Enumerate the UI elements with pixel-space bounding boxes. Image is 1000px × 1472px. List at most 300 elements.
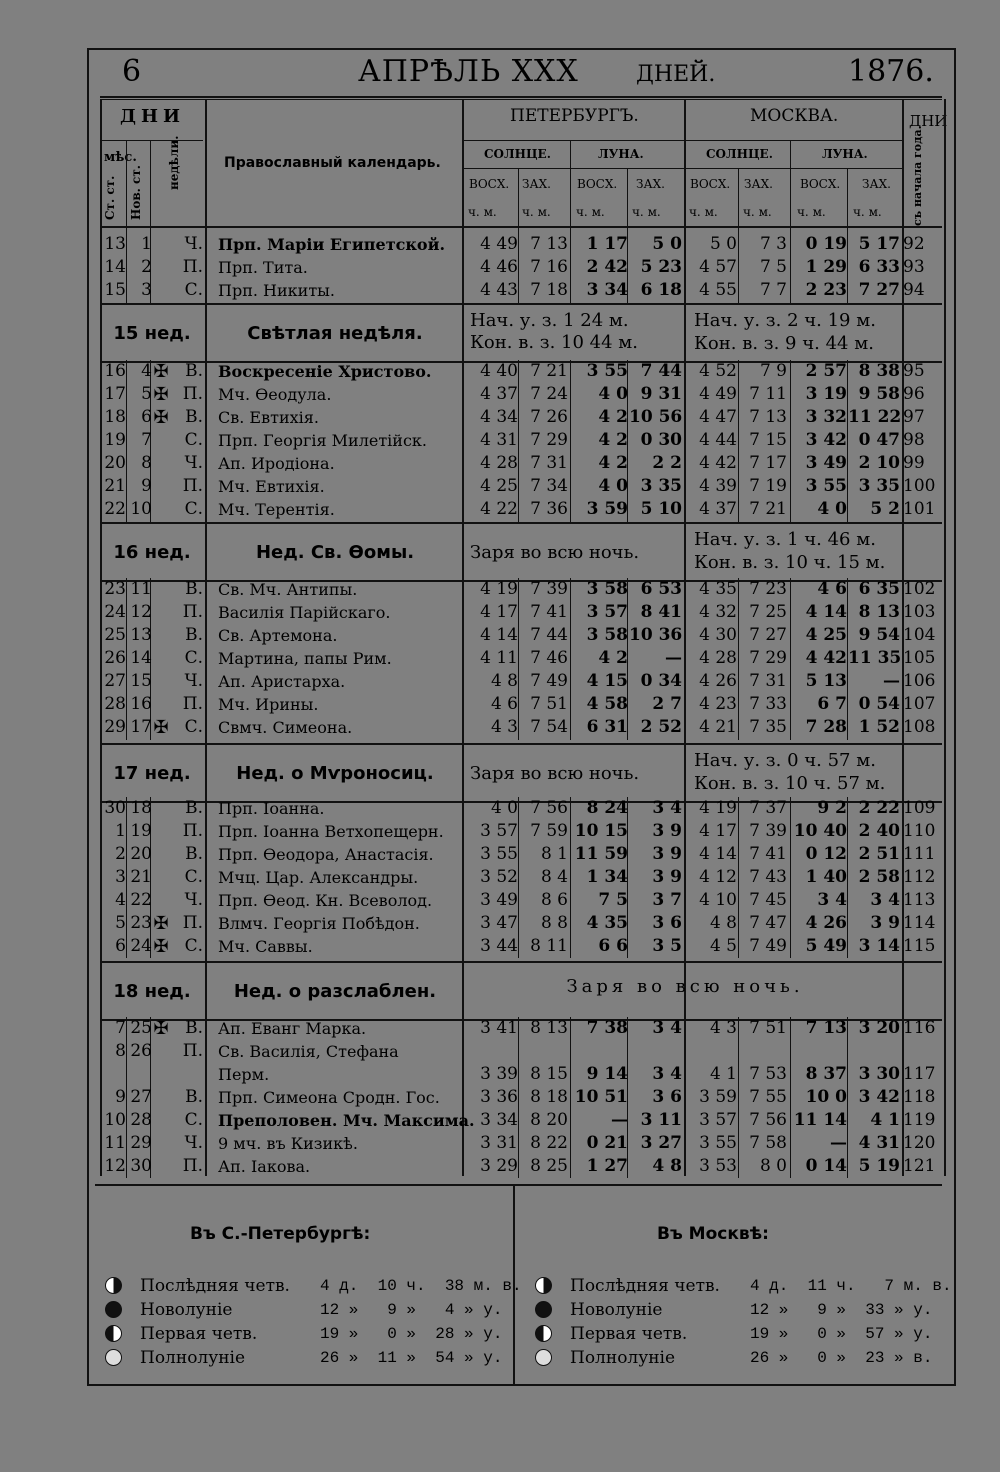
table-row	[0, 1017, 1000, 1040]
moon-time: —	[830, 1133, 847, 1153]
moon-time: 4 1	[870, 1110, 900, 1130]
sun-time: 3 59	[699, 1087, 737, 1107]
feast-cross-icon	[150, 866, 172, 889]
weekday: С.	[184, 1110, 203, 1130]
sun-time: 3 55	[699, 1133, 737, 1153]
moon-time: 2 10	[858, 453, 900, 473]
phase-name: Новолуніе	[140, 1300, 233, 1320]
moon-time: 1 52	[858, 717, 900, 737]
hm-header: ч. м.	[468, 205, 497, 219]
sun-time: 7 24	[530, 384, 568, 404]
old-style-header: Ст. ст.	[103, 175, 117, 220]
sun-time: 7 19	[749, 476, 787, 496]
sun-time	[519, 1040, 568, 1063]
moon-time: 4 6	[817, 579, 847, 599]
day-new-style: 11	[130, 579, 152, 599]
saint-name: Мчц. Цар. Александры.	[218, 868, 419, 887]
table-row	[0, 843, 1000, 866]
feast-cross-icon: ✠	[153, 936, 169, 957]
sun-time: 8 18	[530, 1087, 568, 1107]
sun-time: 3 49	[480, 890, 518, 910]
weekday: В.	[185, 361, 203, 381]
day-old-style: 7	[115, 1018, 126, 1038]
moon-time: 3 35	[858, 476, 900, 496]
moon-time: 3 55	[805, 476, 847, 496]
moon-time: 11 59	[574, 844, 628, 864]
day-new-style: 20	[130, 844, 152, 864]
twilight-note-msk: Нач. у. з. 1 ч. 46 м.	[694, 529, 876, 550]
sun-time: 8 1	[540, 844, 568, 864]
day-old-style: 29	[104, 717, 126, 737]
day-of-year: 106	[903, 671, 936, 691]
sun-time: 4 14	[699, 844, 737, 864]
moon-time: 2 2	[652, 453, 682, 473]
day-of-year: 97	[903, 407, 925, 427]
sun-time: 4 30	[699, 625, 737, 645]
sun-time: 7 5	[759, 257, 787, 277]
day-old-style: 18	[104, 407, 126, 427]
day-new-style: 9	[141, 476, 152, 496]
saint-name: Мартина, папы Рим.	[218, 649, 392, 668]
sun-time: 4 32	[699, 602, 737, 622]
day-new-style: 29	[130, 1133, 152, 1153]
table-row	[0, 866, 1000, 889]
saint-name: Прп. Симеона Сродн. Гос.	[218, 1088, 440, 1107]
sun-time: 7 56	[530, 798, 568, 818]
moon-time: 7 44	[640, 361, 682, 381]
moon-time: 7 27	[858, 280, 900, 300]
moon-time: 8 37	[805, 1064, 847, 1084]
sun-time: 7 36	[530, 499, 568, 519]
day-new-style: 1	[141, 234, 152, 254]
sun-time: 4 14	[480, 625, 518, 645]
vertical-rule	[126, 140, 127, 226]
saint-name: Прп. Георгія Милетійск.	[218, 431, 428, 450]
week-label: 16 нед.	[113, 542, 191, 563]
feast-cross-icon	[150, 624, 172, 647]
page-number: 6	[122, 54, 142, 89]
feast-cross-icon	[150, 1040, 172, 1063]
table-row	[0, 360, 1000, 383]
moon-time: 3 27	[640, 1133, 682, 1153]
moon-time: 5 2	[870, 499, 900, 519]
weekday: В.	[185, 1087, 203, 1107]
day-of-year: 109	[903, 798, 936, 818]
moon-time: 9 14	[586, 1064, 628, 1084]
day-old-style: 8	[115, 1041, 126, 1061]
sun-time: 3 57	[480, 821, 518, 841]
week-name: Нед. Св. Ѳомы.	[255, 542, 415, 563]
sun-time: 8 4	[540, 867, 568, 887]
table-row	[0, 256, 1000, 279]
horizontal-rule	[462, 140, 902, 141]
calendar-header: Православный календарь.	[224, 155, 441, 171]
sun-time: 7 51	[530, 694, 568, 714]
day-of-year: 94	[903, 280, 925, 300]
feast-cross-icon	[150, 452, 172, 475]
hm-header: ч. м.	[853, 205, 882, 219]
sun-time: 4 0	[490, 798, 518, 818]
day-of-year: 104	[903, 625, 936, 645]
day-new-style: 15	[130, 671, 152, 691]
twilight-note-msk: Кон. в. з. 10 ч. 57 м.	[694, 773, 886, 794]
phase-time: 19 » 0 » 57 » у.	[750, 1325, 933, 1343]
sun-time: 7 46	[530, 648, 568, 668]
moon-time: 2 23	[805, 280, 847, 300]
day-old-style: 30	[104, 798, 126, 818]
table-row	[0, 578, 1000, 601]
phase-name: Послѣдняя четв.	[140, 1276, 290, 1296]
table-row	[0, 475, 1000, 498]
weekday: Ч.	[184, 453, 203, 473]
day-new-style: 13	[130, 625, 152, 645]
day-old-style: 25	[104, 625, 126, 645]
msk-sun-set-header: ЗАХ.	[744, 177, 773, 191]
moon-time: 3 49	[805, 453, 847, 473]
sun-time: 8 8	[540, 913, 568, 933]
sun-time: 4 17	[699, 821, 737, 841]
feast-cross-icon	[150, 1086, 172, 1109]
week-name: Нед. о разслаблен.	[233, 981, 437, 1002]
day-of-year: 111	[903, 844, 936, 864]
day-old-style: 23	[104, 579, 126, 599]
sun-time: 7 31	[749, 671, 787, 691]
horizontal-rule	[95, 1184, 942, 1186]
moon-time: 4 8	[652, 1156, 682, 1176]
weekday: П.	[182, 384, 203, 404]
msk-moon-rise-header: ВОСХ.	[800, 177, 841, 191]
horizontal-rule	[100, 99, 942, 100]
day-of-year: 92	[903, 234, 925, 254]
day-old-style: 3	[115, 867, 126, 887]
moon-time: 3 4	[652, 1018, 682, 1038]
moon-time: 9 58	[858, 384, 900, 404]
sun-time: 7 18	[530, 280, 568, 300]
moon-time: 6 33	[858, 257, 900, 277]
sun-time: 4 46	[480, 257, 518, 277]
moon-time: 3 5	[652, 936, 682, 956]
vertical-rule	[150, 140, 151, 226]
phase-time: 12 » 9 » 4 » у.	[320, 1301, 503, 1319]
moon-time	[848, 1040, 900, 1063]
saint-name: Прп. Ѳеодора, Анастасія.	[218, 845, 434, 864]
moon-time: 10 40	[793, 821, 847, 841]
day-new-style: 18	[130, 798, 152, 818]
sun-time: 7 56	[749, 1110, 787, 1130]
table-row	[0, 406, 1000, 429]
phase-name: Первая четв.	[140, 1324, 258, 1344]
table-row	[0, 383, 1000, 406]
phase-name: Новолуніе	[570, 1300, 663, 1320]
full-moon-icon	[105, 1349, 122, 1366]
vertical-rule	[570, 140, 571, 226]
sun-time: 3 31	[480, 1133, 518, 1153]
sun-time: 7 16	[530, 257, 568, 277]
feast-cross-icon	[150, 475, 172, 498]
moon-time: 3 7	[652, 890, 682, 910]
week-label: 15 нед.	[113, 323, 191, 344]
sun-time: 7 55	[749, 1087, 787, 1107]
moon-time: 8 38	[858, 361, 900, 381]
day-new-style: 10	[130, 499, 152, 519]
moon-time: 3 9	[652, 867, 682, 887]
sun-time: 3 29	[480, 1156, 518, 1176]
sun-time: 7 34	[530, 476, 568, 496]
day-of-year: 119	[903, 1110, 936, 1130]
day-old-style: 22	[104, 499, 126, 519]
new-style-header: Нов. ст.	[129, 165, 143, 220]
moon-time: 10 51	[574, 1087, 628, 1107]
sun-time: 4 49	[480, 234, 518, 254]
moon-time: 3 34	[586, 280, 628, 300]
feast-cross-icon	[150, 647, 172, 670]
day-of-year: 99	[903, 453, 925, 473]
table-row	[0, 1132, 1000, 1155]
day-of-year: 115	[903, 936, 936, 956]
vertical-rule	[518, 168, 519, 226]
weekday: П.	[182, 1041, 203, 1061]
sun-time: 4 31	[480, 430, 518, 450]
day-of-year: 113	[903, 890, 936, 910]
day-of-year: 108	[903, 717, 936, 737]
table-row	[0, 624, 1000, 647]
weekday: П.	[182, 1156, 203, 1176]
vertical-rule	[627, 168, 628, 226]
day-old-style: 27	[104, 671, 126, 691]
day-old-style: 1	[115, 821, 126, 841]
feast-cross-icon: ✠	[153, 361, 169, 382]
table-row	[0, 647, 1000, 670]
hm-header: ч. м.	[576, 205, 605, 219]
sun-time: 8 15	[530, 1064, 568, 1084]
week-label: 17 нед.	[113, 763, 191, 784]
day-of-year: 96	[903, 384, 925, 404]
weekday: В.	[185, 579, 203, 599]
moon-time: 1 27	[586, 1156, 628, 1176]
moon-time: 3 9	[652, 844, 682, 864]
sun-time: 3 34	[480, 1110, 518, 1130]
moon-time	[629, 1040, 682, 1063]
day-of-year: 112	[903, 867, 936, 887]
moon-time	[789, 1040, 847, 1063]
moon-time: 3 30	[858, 1064, 900, 1084]
day-new-style: 27	[130, 1087, 152, 1107]
day-of-year: 116	[903, 1018, 936, 1038]
day-of-year: 121	[903, 1156, 936, 1176]
day-old-style: 16	[104, 361, 126, 381]
moon-time: 10 0	[805, 1087, 847, 1107]
day-of-year: 102	[903, 579, 936, 599]
feast-cross-icon	[150, 1132, 172, 1155]
sun-time: 4 37	[480, 384, 518, 404]
sun-time: 3 52	[480, 867, 518, 887]
week-name: Свѣтлая недѣля.	[247, 323, 423, 344]
table-row	[0, 912, 1000, 935]
saint-name: Св. Артемона.	[218, 626, 338, 645]
moon-time: 3 4	[652, 1064, 682, 1084]
vertical-rule	[738, 168, 739, 226]
twilight-note-spb: Заря во всю ночь.	[470, 763, 640, 784]
sun-time	[466, 1040, 518, 1063]
week-block	[0, 524, 1000, 580]
day-of-year: 98	[903, 430, 925, 450]
sun-time: 7 17	[749, 453, 787, 473]
day-new-style: 2	[141, 257, 152, 277]
feast-cross-icon: ✠	[153, 913, 169, 934]
msk-header: МОСКВА.	[750, 106, 839, 126]
sun-time: 4 6	[490, 694, 518, 714]
saint-name: Мч. Терентія.	[218, 500, 335, 519]
spb-sun-header: СОЛНЦЕ.	[484, 147, 551, 161]
moon-time: 0 30	[640, 430, 682, 450]
moon-time: 3 58	[586, 625, 628, 645]
weekday: С.	[184, 867, 203, 887]
sun-time: 7 41	[530, 602, 568, 622]
day-of-year: 95	[903, 361, 925, 381]
moon-time: 1 40	[805, 867, 847, 887]
day-old-style: 21	[104, 476, 126, 496]
moon-time: 5 10	[640, 499, 682, 519]
saint-name: Ап. Аристарха.	[218, 672, 346, 691]
sun-time: 7 54	[530, 717, 568, 737]
moon-time: 6 31	[586, 717, 628, 737]
day-new-style: 21	[130, 867, 152, 887]
moon-time: 4 2	[598, 648, 628, 668]
moon-time: 3 57	[586, 602, 628, 622]
sun-time: 4 42	[699, 453, 737, 473]
day-of-year: 103	[903, 602, 936, 622]
moon-time: 8 24	[586, 798, 628, 818]
sun-time: 4 55	[699, 280, 737, 300]
day-old-style: 24	[104, 602, 126, 622]
page-header	[100, 50, 940, 96]
day-of-year: 110	[903, 821, 936, 841]
weekday-header: недѣли.	[167, 135, 181, 190]
sun-time: 4 28	[699, 648, 737, 668]
moon-time: 3 19	[805, 384, 847, 404]
sun-time: 7 39	[749, 821, 787, 841]
saint-name: Прп. Іоанна Ветхопещерн.	[218, 822, 444, 841]
moon-time: 3 20	[858, 1018, 900, 1038]
weekday: В.	[185, 798, 203, 818]
sun-time: 4 11	[480, 648, 518, 668]
sun-time: 3 53	[699, 1156, 737, 1176]
sun-time: 3 36	[480, 1087, 518, 1107]
feast-cross-icon: ✠	[153, 407, 169, 428]
spb-phases-title: Въ С.-Петербургѣ:	[190, 1224, 371, 1244]
sun-time: 4 47	[699, 407, 737, 427]
day-new-style: 8	[141, 453, 152, 473]
sun-time: 4 28	[480, 453, 518, 473]
twilight-note-spb: Заря во всю ночь.	[470, 542, 640, 563]
msk-moon-header: ЛУНА.	[822, 147, 868, 161]
day-old-style: 20	[104, 453, 126, 473]
sun-time: 5 0	[709, 234, 737, 254]
phase-time: 26 » 0 » 23 » в.	[750, 1349, 933, 1367]
moon-time: 9 54	[858, 625, 900, 645]
phase-name: Полнолуніе	[570, 1348, 676, 1368]
saint-name: Ап. Еванг Марка.	[218, 1019, 367, 1038]
sun-time: 8 6	[540, 890, 568, 910]
moon-time: 4 0	[598, 476, 628, 496]
hm-header: ч. м.	[522, 205, 551, 219]
sun-time: 4 22	[480, 499, 518, 519]
moon-time: 10 15	[574, 821, 628, 841]
horizontal-rule	[100, 96, 942, 98]
feast-cross-icon	[150, 498, 172, 521]
weekday: П.	[182, 821, 203, 841]
moon-time: 4 2	[598, 430, 628, 450]
sun-time	[738, 1040, 787, 1063]
moon-time: 4 2	[598, 453, 628, 473]
msk-sun-header: СОЛНЦЕ.	[706, 147, 773, 161]
feast-cross-icon: ✠	[153, 384, 169, 405]
moon-time: 6 6	[598, 936, 628, 956]
weekday: В.	[185, 1018, 203, 1038]
moon-time: 3 11	[640, 1110, 682, 1130]
feast-cross-icon	[150, 820, 172, 843]
sun-time: 3 44	[480, 936, 518, 956]
moon-time: 3 42	[858, 1087, 900, 1107]
spb-header: ПЕТЕРБУРГЪ.	[510, 106, 639, 126]
saint-name: Мч. Саввы.	[218, 937, 313, 956]
saint-name: Ап. Іакова.	[218, 1157, 311, 1176]
moon-time: 3 32	[805, 407, 847, 427]
weekday: П.	[182, 694, 203, 714]
sun-time: 4 8	[490, 671, 518, 691]
weekday: С.	[184, 499, 203, 519]
vertical-rule	[847, 168, 848, 226]
moon-time: —	[611, 1110, 628, 1130]
sun-time: 4 1	[709, 1064, 737, 1084]
moon-time: 4 58	[586, 694, 628, 714]
saint-name: Св. Мч. Антипы.	[218, 580, 358, 599]
sun-time: 7 51	[749, 1018, 787, 1038]
sun-time: 4 52	[699, 361, 737, 381]
day-old-style: 13	[104, 234, 126, 254]
moon-time: 5 0	[652, 234, 682, 254]
sun-time: 4 44	[699, 430, 737, 450]
moon-time: 10 36	[629, 625, 683, 645]
phase-time: 19 » 0 » 28 » у.	[320, 1325, 503, 1343]
day-new-style: 30	[130, 1156, 152, 1176]
day-old-style: 11	[104, 1133, 126, 1153]
moon-time: —	[665, 648, 682, 668]
sun-time: 4 12	[699, 867, 737, 887]
sun-time: 8 20	[530, 1110, 568, 1130]
day-old-style: 4	[115, 890, 126, 910]
sun-time: 7 45	[749, 890, 787, 910]
day-new-style: 14	[130, 648, 152, 668]
moon-time: 3 55	[586, 361, 628, 381]
table-row	[0, 1155, 1000, 1178]
twilight-note-spb: Кон. в. з. 10 44 м.	[470, 332, 639, 353]
saint-name: Св. Евтихія.	[218, 408, 319, 427]
moon-time: 3 9	[870, 913, 900, 933]
days-header: ДНИ	[120, 106, 186, 127]
twilight-note: Заря во всю ночь.	[566, 976, 804, 997]
day-new-style: 24	[130, 936, 152, 956]
moon-time: 1 17	[586, 234, 628, 254]
moon-time: 7 13	[805, 1018, 847, 1038]
day-new-style: 28	[130, 1110, 152, 1130]
saint-name: Мч. Ирины.	[218, 695, 319, 714]
sun-time: 8 11	[530, 936, 568, 956]
hm-header: ч. м.	[797, 205, 826, 219]
table-row	[0, 1109, 1000, 1132]
feast-cross-icon	[150, 279, 172, 302]
sun-time: 7 43	[749, 867, 787, 887]
